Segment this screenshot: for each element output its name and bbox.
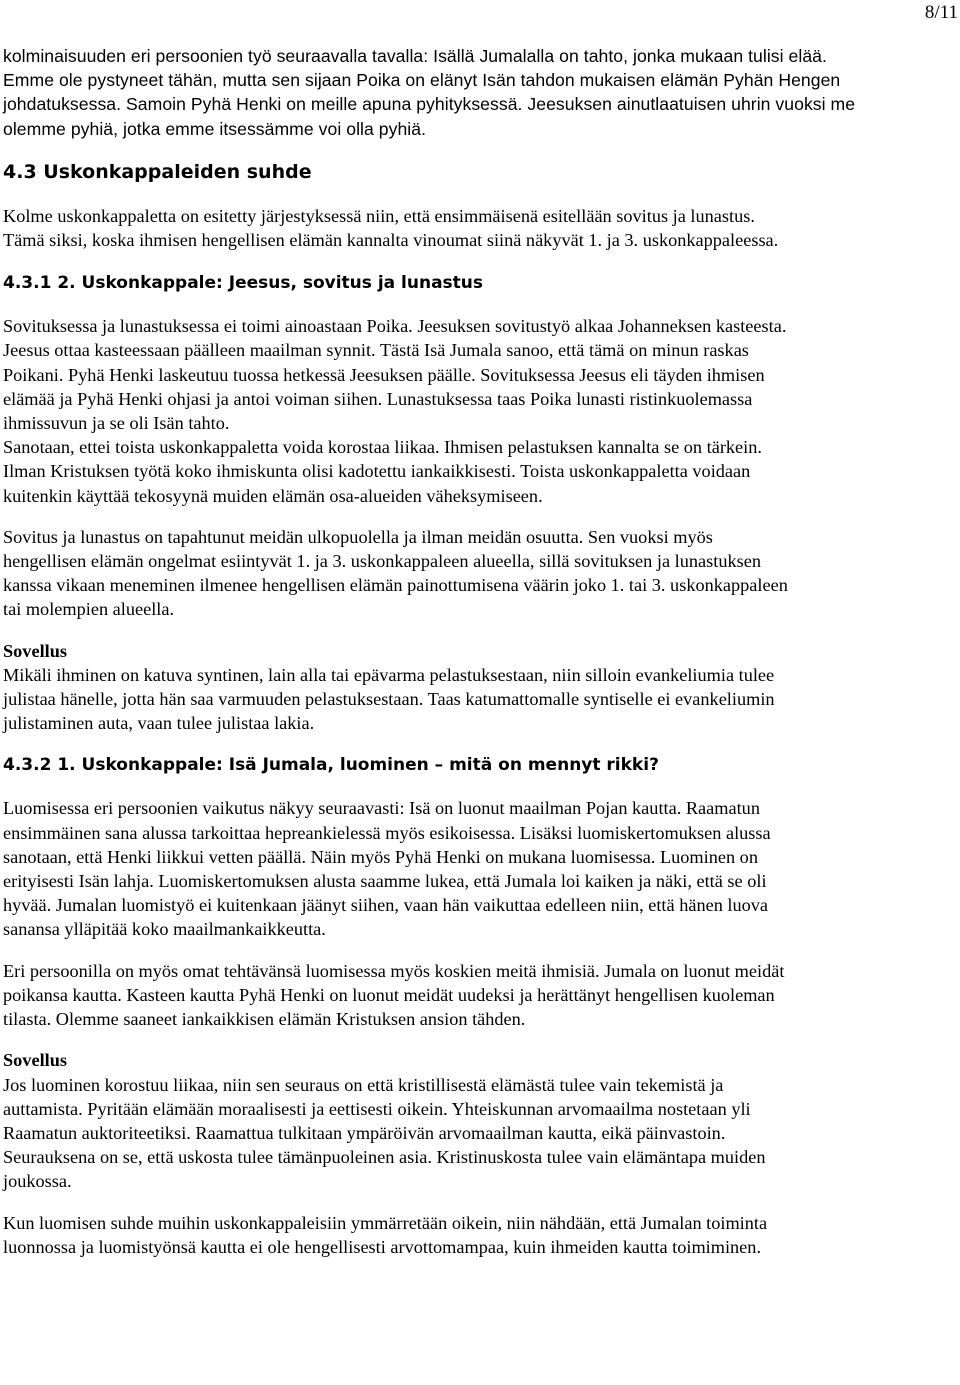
line: kanssa vikaan meneminen ilmenee hengellisen elämän painottumisena väärin joko 1. tai 3. uskonkappaleen [3,575,788,596]
line: Sanotaan, ettei toista uskonkappaletta voida korostaa liikaa. Ihmisen pelastuksen kannalta se on tärkein. [3,437,762,458]
line: ihmissuvun ja se oli Isän tahto. [3,413,230,434]
sovellus-label: Sovellus [3,1050,68,1071]
line: julistaminen auta, vaan tulee julistaa lakia. [3,713,315,734]
line: Seurauksena on se, että uskosta tulee tämänpuoleinen asia. Kristinuskosta tulee vain elämäntapa muiden [3,1147,766,1168]
line: auttamista. Pyritään elämään moraalisesti ja eettisesti oikein. Yhteiskunnan arvomaailma nostetaan yli [3,1098,751,1119]
line: Eri persoonilla on myös omat tehtävänsä luomisessa myös koskien meitä ihmisiä. Jumala on luonut meidät [3,960,785,981]
section-4-3-2-paragraph-1 [3,796,953,941]
sovellus-label: Sovellus [3,640,68,661]
line: poikansa kautta. Kasteen kautta Pyhä Henki on luonut meidät uudeksi ja herättänyt hengellisen kuoleman [3,984,775,1005]
line: olemme pyhiä, jotka emme itsessämme voi olla pyhiä. [3,118,427,139]
line: Luomisessa eri persoonien vaikutus näkyy seuraavasti: Isä on luonut maailman Pojan kautta. Raamatun [3,798,760,819]
line: joukossa. [3,1171,72,1192]
line: Jos luominen korostuu liikaa, niin sen seuraus on että kristillisestä elämästä tulee vain tekemistä ja [3,1074,724,1095]
line: luonnossa ja luomistyönsä kautta ei ole hengellisesti arvottomampaa, kuin ihmeiden kautta toimiminen. [3,1236,762,1257]
line: elämää ja Pyhä Henki ohjasi ja antoi voiman siihen. Lunastuksessa taas Poika lunasti ristinkuolemassa [3,388,753,409]
line: Kolme uskonkappaletta on esitetty järjestyksessä niin, että ensimmäisenä esitellään sovitus ja lunastus. [3,205,755,226]
section-4-3-1-paragraph-3 [3,525,953,622]
section-4-3-2-paragraph-2 [3,959,953,1032]
line: Mikäli ihminen on katuva syntinen, lain alla tai epävarma pelastuksestaan, niin silloin evankeliumia tulee [3,664,775,685]
line: Sovituksessa ja lunastuksessa ei toimi ainoastaan Poika. Jeesuksen sovitustyö alkaa Johanneksen kasteesta. [3,316,787,337]
section-heading-4-3-2: 4.3.2 1. Uskonkappale: Isä Jumala, luominen – mitä on mennyt rikki? [3,755,659,776]
line: sanotaan, että Henki liikkui vetten päällä. Näin myös Pyhä Henki on mukana luomisessa. Luominen on [3,846,758,867]
section-4-3-1-paragraph-1 [3,314,953,435]
sovellus-block-1 [3,639,953,736]
line: tilasta. Olemme saaneet iankaikkisen elämän Kristuksen ansion tähden. [3,1009,526,1030]
section-4-3-2-paragraph-3 [3,1211,953,1259]
line: erityisesti Isän lahja. Luomiskertomuksen alusta saamme lukea, että Jumala loi kaiken ja näki, että se oli [3,871,767,892]
section-heading-4-3: 4.3 Uskonkappaleiden suhde [3,160,312,183]
section-4-3-intro [3,204,953,252]
line: Poikani. Pyhä Henki laskeutuu tuossa hetkessä Jeesuksen päälle. Sovituksessa Jeesus eli täyden ihmisen [3,364,765,385]
page-number: 8/11 [924,2,958,23]
document-body [3,44,953,1259]
line: johdatuksessa. Samoin Pyhä Henki on meille apuna pyhityksessä. Jeesuksen ainutlaatuisen uhrin vuoksi me [3,94,856,115]
line: kolminaisuuden eri persoonien työ seuraavalla tavalla: Isällä Jumalalla on tahto, jonka mukaan tulisi elää. [3,46,827,66]
line: Ilman Kristuksen työtä koko ihmiskunta olisi kadotettu iankaikkisesti. Toista uskonkappaletta voidaan [3,461,751,482]
line: tai molempien alueella. [3,599,175,620]
line: Sovitus ja lunastus on tapahtunut meidän ulkopuolella ja ilman meidän osuutta. Sen vuoksi myös [3,526,713,547]
line: Kun luomisen suhde muihin uskonkappaleisiin ymmärretään oikein, niin nähdään, että Jumalan toiminta [3,1212,768,1233]
section-heading-4-3-1: 4.3.1 2. Uskonkappale: Jeesus, sovitus ja lunastus [3,273,484,294]
line: Tämä siksi, koska ihmisen hengellisen elämän kannalta vinoumat siinä näkyvät 1. ja 3. uskonkappaleessa. [3,230,779,251]
line: julistaa hänelle, jotta hän saa varmuuden pelastuksestaan. Taas katumattomalle syntiselle ei evankeliumin [3,689,775,710]
section-4-3-1-paragraph-2 [3,435,953,508]
line: sanansa ylläpitää koko maailmankaikkeutta. [3,919,326,940]
line: Raamatun auktoriteetiksi. Raamattua tulkitaan ympäröivän arvomaailman kautta, eikä päinvastoin. [3,1122,726,1143]
top-paragraph [3,44,953,141]
line: hengellisen elämän ongelmat esiintyvät 1. ja 3. uskonkappaleen alueella, sillä sovituksen ja lunastuksen [3,551,761,572]
line: ensimmäinen sana alussa tarkoittaa hepreankielessä myös esikoisessa. Lisäksi luomiskertomuksen alussa [3,822,771,843]
line: kuitenkin käyttää tekosyynä muiden elämän osa-alueiden väheksymiseen. [3,485,543,506]
line: Jeesus ottaa kasteessaan päälleen maailman synnit. Tästä Isä Jumala sanoo, että tämä on minun raskas [3,340,749,361]
line: Emme ole pystyneet tähän, mutta sen sijaan Poika on elänyt Isän tahdon mukaisen elämän Pyhän Hengen [3,70,841,91]
sovellus-block-2 [3,1048,953,1193]
line: hyvää. Jumalan luomistyö ei kuitenkaan jäänyt siihen, vaan hän vaikuttaa edelleen niin, että hänen luova [3,895,769,916]
